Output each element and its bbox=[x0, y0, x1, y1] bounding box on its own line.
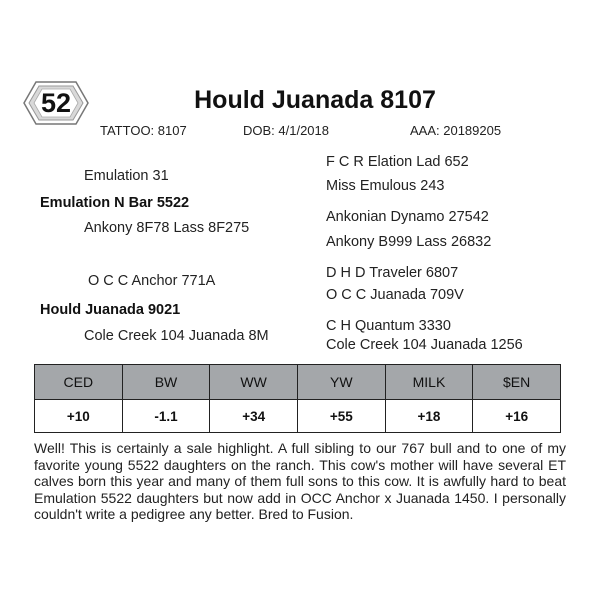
lot-number: 52 bbox=[40, 87, 72, 118]
pedigree-sire-sire-sire: F C R Elation Lad 652 bbox=[326, 154, 469, 170]
pedigree-dam-sire: O C C Anchor 771A bbox=[88, 273, 216, 289]
pedigree-dam: Hould Juanada 9021 bbox=[40, 302, 181, 318]
pedigree-dam-sire-sire: D H D Traveler 6807 bbox=[326, 265, 459, 281]
epd-value-milk: +18 bbox=[385, 400, 473, 433]
epd-header-bw: BW bbox=[122, 365, 210, 400]
epd-header-milk: MILK bbox=[385, 365, 473, 400]
epd-header-en: $EN bbox=[473, 365, 561, 400]
epd-header-ww: WW bbox=[210, 365, 298, 400]
pedigree-sire-sire-dam: Miss Emulous 243 bbox=[326, 178, 445, 194]
epd-header-ced: CED bbox=[35, 365, 123, 400]
epd-value-yw: +55 bbox=[297, 400, 385, 433]
tattoo-value: TATTOO: 8107 bbox=[100, 123, 187, 138]
pedigree-sire-dam-dam: Ankony B999 Lass 26832 bbox=[326, 234, 492, 250]
pedigree-sire-dam: Ankony 8F78 Lass 8F275 bbox=[84, 220, 250, 236]
epd-value-ced: +10 bbox=[35, 400, 123, 433]
epd-value-row bbox=[35, 400, 561, 433]
epd-value-en: +16 bbox=[473, 400, 561, 433]
pedigree-dam-dam: Cole Creek 104 Juanada 8M bbox=[84, 328, 269, 344]
pedigree-dam-dam-sire: C H Quantum 3330 bbox=[326, 318, 451, 334]
dob-value: DOB: 4/1/2018 bbox=[243, 123, 329, 138]
epd-header-row bbox=[35, 365, 561, 400]
epd-value-ww: +34 bbox=[210, 400, 298, 433]
lot-description: Well! This is certainly a sale highlight. A full sibling to our 767 bull and to one of my favorite young 5522 daughters on the ranch. This cow's mother will have several ET calves born this year and many of them full sons to this cow. It is awfully hard to beat Emulation 5522 daughters but now add in OCC Anchor x Juanada 1450. I personally couldn't write a pedigree any better. Bred to Fusion. bbox=[34, 440, 566, 522]
pedigree-sire-dam-sire: Ankonian Dynamo 27542 bbox=[326, 209, 489, 225]
pedigree-sire: Emulation N Bar 5522 bbox=[40, 195, 190, 211]
pedigree-sire-sire: Emulation 31 bbox=[84, 168, 169, 184]
animal-name-title: Hould Juanada 8107 bbox=[194, 86, 436, 114]
lot-number-badge bbox=[22, 80, 90, 126]
epd-value-bw: -1.1 bbox=[122, 400, 210, 433]
epd-table bbox=[34, 364, 561, 433]
pedigree-dam-sire-dam: O C C Juanada 709V bbox=[326, 287, 464, 303]
epd-header-yw: YW bbox=[297, 365, 385, 400]
pedigree-dam-dam-dam: Cole Creek 104 Juanada 1256 bbox=[326, 337, 523, 353]
aaa-registration-value: AAA: 20189205 bbox=[410, 123, 502, 138]
